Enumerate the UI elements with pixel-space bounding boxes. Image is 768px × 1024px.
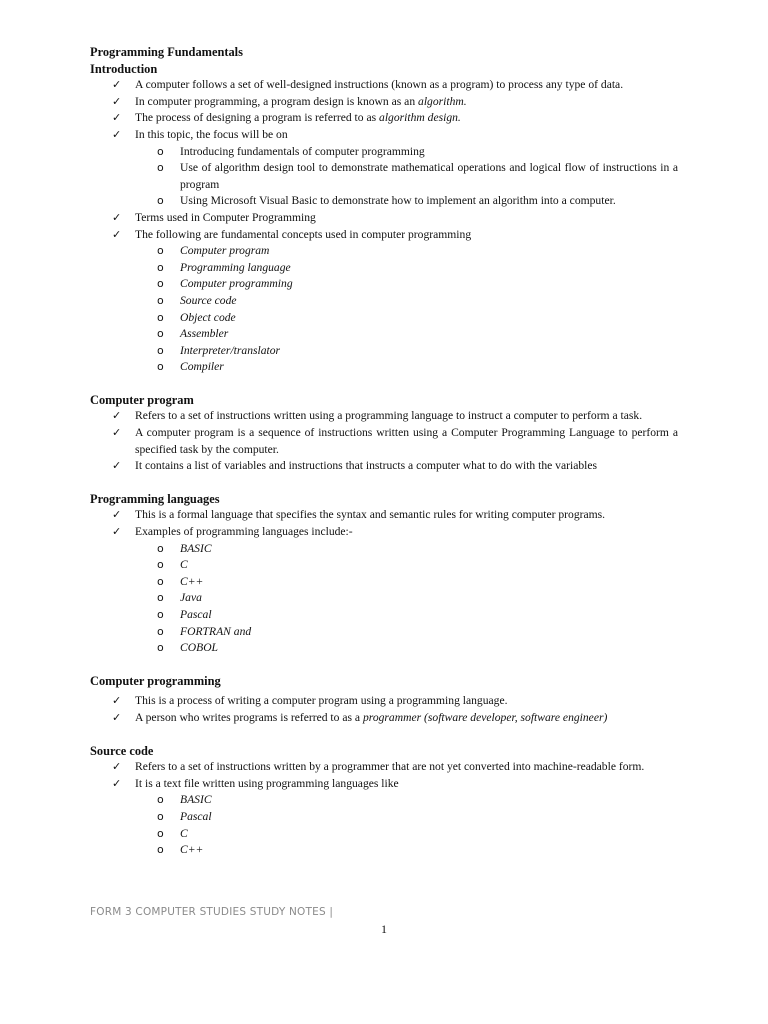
list-item: ✓ Terms used in Computer Programming <box>90 210 678 227</box>
circle-bullet-icon: o <box>157 144 164 158</box>
source-language-sublist <box>135 792 678 858</box>
check-icon: ✓ <box>112 78 122 92</box>
list-item: ✓ In computer programming, a program design is known as an algorithm. <box>90 94 678 111</box>
check-icon: ✓ <box>112 94 122 108</box>
section-heading-computer-program: Computer program <box>90 392 194 407</box>
document-title: Programming Fundamentals <box>90 45 243 59</box>
check-icon: ✓ <box>112 111 122 125</box>
circle-bullet-icon: o <box>157 574 164 588</box>
sublist-item: o C++ <box>135 574 678 591</box>
document-page <box>90 44 678 859</box>
list-item: ✓ It is a text file written using programming languages like o BASIC o Pascal o C o C++ <box>90 776 678 859</box>
page-number: 1 <box>381 922 387 936</box>
circle-bullet-icon: o <box>157 360 164 374</box>
check-icon: ✓ <box>112 227 122 241</box>
sublist-item: o FORTRAN and <box>135 624 678 641</box>
computer-program-list <box>90 408 678 474</box>
circle-bullet-icon: o <box>157 310 164 324</box>
sublist-item: o BASIC <box>135 541 678 558</box>
circle-bullet-icon: o <box>157 624 164 638</box>
sublist-item: o Pascal <box>135 607 678 624</box>
circle-bullet-icon: o <box>157 327 164 341</box>
sublist-item: o Computer program <box>135 243 678 260</box>
section-heading-programming-languages: Programming languages <box>90 491 220 506</box>
focus-sublist <box>135 144 678 210</box>
check-icon: ✓ <box>112 426 122 440</box>
section-heading-source-code: Source code <box>90 743 154 758</box>
language-examples-sublist <box>135 541 678 657</box>
list-item: ✓ Examples of programming languages include:- o BASIC o C o C++ o Java o Pascal o FORTRAN and o COBOL <box>90 524 678 657</box>
sublist-item: o Computer programming <box>135 276 678 293</box>
sublist-item: o Compiler <box>135 359 678 376</box>
sublist-item: o COBOL <box>135 640 678 657</box>
check-icon: ✓ <box>112 409 122 423</box>
introduction-list <box>90 77 678 376</box>
circle-bullet-icon: o <box>157 826 164 840</box>
circle-bullet-icon: o <box>157 244 164 258</box>
sublist-item: o C++ <box>135 842 678 859</box>
check-icon: ✓ <box>112 459 122 473</box>
list-item: ✓ This is a formal language that specifies the syntax and semantic rules for writing computer programs. <box>90 507 678 524</box>
circle-bullet-icon: o <box>157 260 164 274</box>
sublist-item: o Source code <box>135 293 678 310</box>
check-icon: ✓ <box>112 525 122 539</box>
sublist-item: o Java <box>135 590 678 607</box>
check-icon: ✓ <box>112 694 122 708</box>
sublist-item: o C <box>135 557 678 574</box>
circle-bullet-icon: o <box>157 277 164 291</box>
circle-bullet-icon: o <box>157 558 164 572</box>
circle-bullet-icon: o <box>157 793 164 807</box>
circle-bullet-icon: o <box>157 293 164 307</box>
list-item: ✓ The following are fundamental concepts used in computer programming o Computer program o Programming language o Computer programming o Source code o Object code o Assembler o Interpreter/translator o Compiler <box>90 227 678 376</box>
check-icon: ✓ <box>112 210 122 224</box>
sublist-item: o C <box>135 826 678 843</box>
sublist-item: o BASIC <box>135 792 678 809</box>
circle-bullet-icon: o <box>157 591 164 605</box>
section-heading-introduction: Introduction <box>90 61 158 76</box>
circle-bullet-icon: o <box>157 641 164 655</box>
sublist-item: o Using Microsoft Visual Basic to demonstrate how to implement an algorithm into a computer. <box>135 193 678 210</box>
list-item: ✓ A computer follows a set of well-designed instructions (known as a program) to process any type of data. <box>90 77 678 94</box>
list-item: ✓ The process of designing a program is referred to as algorithm design. <box>90 110 678 127</box>
computer-programming-list <box>90 693 678 726</box>
sublist-item: o Pascal <box>135 809 678 826</box>
circle-bullet-icon: o <box>157 541 164 555</box>
list-item: ✓ In this topic, the focus will be on o Introducing fundamentals of computer programming o Use of algorithm design tool to demonstrate mathematical operations and logical flow of instructions in a program o Using Microsoft Visual Basic to demonstrate how to implement an algorithm into a computer. <box>90 127 678 210</box>
check-icon: ✓ <box>112 127 122 141</box>
check-icon: ✓ <box>112 760 122 774</box>
list-item: ✓ A computer program is a sequence of instructions written using a Computer Programming Language to perform a specified task by the computer. <box>112 426 678 456</box>
circle-bullet-icon: o <box>157 843 164 857</box>
circle-bullet-icon: o <box>157 809 164 823</box>
page-footer: FORM 3 COMPUTER STUDIES STUDY NOTES | <box>90 906 334 918</box>
sublist-item: o Assembler <box>135 326 678 343</box>
circle-bullet-icon: o <box>157 343 164 357</box>
sublist-item: o Programming language <box>135 260 678 277</box>
source-code-list <box>90 759 678 859</box>
list-item: ✓ A person who writes programs is referred to as a programmer (software developer, software engineer) <box>90 710 678 727</box>
sublist-item: o Object code <box>135 310 678 327</box>
list-item: ✓ Refers to a set of instructions written by a programmer that are not yet converted into machine-readable form. <box>90 759 678 776</box>
programming-languages-list <box>90 507 678 656</box>
check-icon: ✓ <box>112 776 122 790</box>
section-heading-computer-programming: Computer programming <box>90 673 221 688</box>
sublist-item: o Introducing fundamentals of computer programming <box>135 144 678 161</box>
list-item: ✓ Refers to a set of instructions written using a programming language to instruct a computer to perform a task. <box>90 408 678 425</box>
circle-bullet-icon: o <box>157 161 164 175</box>
circle-bullet-icon: o <box>157 608 164 621</box>
check-icon: ✓ <box>112 710 122 724</box>
circle-bullet-icon: o <box>157 194 164 208</box>
list-item: ✓ It contains a list of variables and instructions that instructs a computer what to do with the variables <box>90 458 678 475</box>
sublist-item: o Use of algorithm design tool to demonstrate mathematical operations and logical flow of instructions in a program <box>157 161 678 191</box>
concepts-sublist <box>135 243 678 376</box>
check-icon: ✓ <box>112 508 122 522</box>
list-item: ✓ This is a process of writing a computer program using a programming language. <box>90 693 678 710</box>
sublist-item: o Interpreter/translator <box>135 343 678 360</box>
